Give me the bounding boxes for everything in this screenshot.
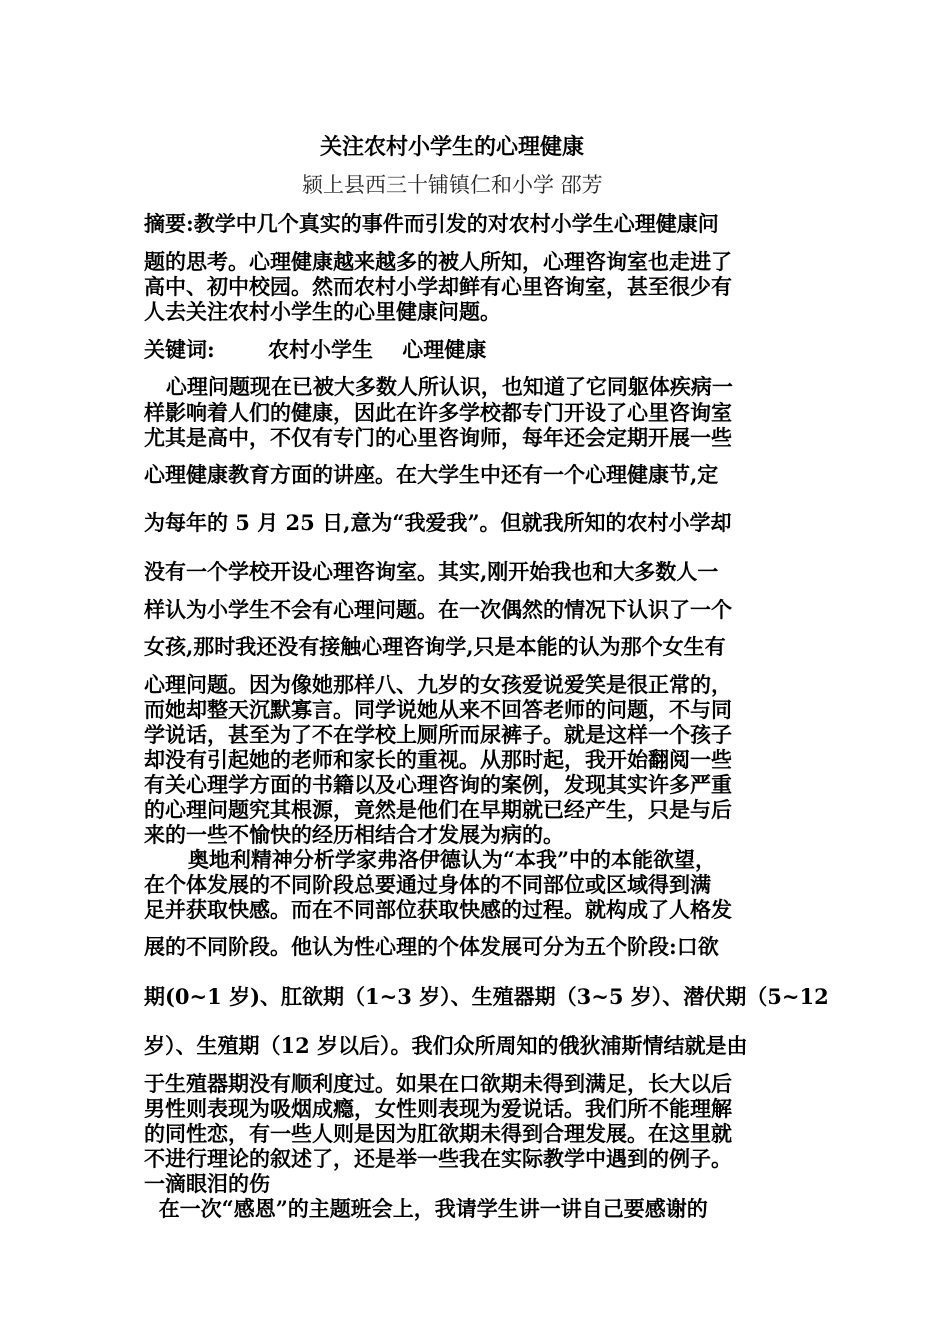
keywords-label: 关键词: — [144, 337, 215, 362]
body-line: 的心理问题究其根源，竟然是他们在早期就已经产生，只是与后 — [144, 797, 732, 822]
body-line: 心理问题现在已被大多数人所认识，也知道了它同躯体疾病一 — [144, 374, 733, 399]
body-line: 不进行理论的叙述了，还是举一些我在实际教学中遇到的例子。 — [144, 1146, 732, 1171]
abstract-line: 人去关注农村小学生的心里健康问题。 — [144, 299, 501, 324]
body-line: 岁）、生殖期（12 岁以后）。我们众所周知的俄狄浦斯情结就是由 — [144, 1033, 748, 1058]
body-line: 没有一个学校开设心理咨询室。其实,刚开始我也和大多数人一 — [144, 559, 719, 584]
body-line: 来的一些不愉快的经历相结合才发展为病的。 — [144, 822, 564, 847]
keywords-value: 农村小学生 心理健康 — [268, 337, 487, 362]
body-line: 而她却整天沉默寡言。同学说她从来不回答老师的问题，不与同 — [144, 697, 732, 722]
abstract-line: 摘要:教学中几个真实的事件而引发的对农村小学生心理健康问 — [144, 211, 719, 236]
body-line: 在个体发展的不同阶段总要通过身体的不同部位或区域得到满 — [144, 872, 711, 897]
body-line: 于生殖器期没有顺利度过。如果在口欲期未得到满足，长大以后 — [144, 1071, 732, 1096]
body-line: 有关心理学方面的书籍以及心理咨询的案例，发现其实许多严重 — [144, 772, 732, 797]
abstract-line: 高中、初中校园。然而农村小学却鲜有心里咨询室，甚至很少有 — [144, 274, 732, 299]
body-line: 心理健康教育方面的讲座。在大学生中还有一个心理健康节,定 — [144, 462, 719, 487]
abstract-line: 题的思考。心理健康越来越多的被人所知，心理咨询室也走进了 — [144, 249, 732, 274]
body-line: 男性则表现为吸烟成瘾，女性则表现为爱说话。我们所不能理解 — [144, 1096, 732, 1121]
body-line: 奥地利精神分析学家弗洛伊德认为“本我”中的本能欲望， — [144, 847, 717, 872]
body-line: 在一次“感恩”的主题班会上，我请学生讲一讲自己要感谢的 — [144, 1196, 708, 1221]
body-line: 学说话，甚至为了不在学校上厕所而尿裤子。就是这样一个孩子 — [144, 722, 732, 747]
body-line: 足并获取快感。而在不同部位获取快感的过程。就构成了人格发 — [144, 897, 732, 922]
body-line: 期(0~1 岁)、肛欲期（1~3 岁）、生殖器期（3~5 岁）、潜伏期（5~12 — [144, 984, 829, 1009]
document-title: 关注农村小学生的心理健康 — [320, 134, 585, 160]
section-heading: 一滴眼泪的伤 — [144, 1171, 270, 1196]
body-line: 样认为小学生不会有心理问题。在一次偶然的情况下认识了一个 — [144, 597, 732, 622]
author-line: 颍上县西三十铺镇仁和小学 邵芳 — [302, 173, 603, 197]
body-line: 展的不同阶段。他认为性心理的个体发展可分为五个阶段:口欲 — [144, 934, 719, 959]
body-line: 却没有引起她的老师和家长的重视。从那时起，我开始翻阅一些 — [144, 747, 732, 772]
body-line: 女孩,那时我还没有接触心理咨询学,只是本能的认为那个女生有 — [144, 634, 726, 659]
body-line: 心理问题。因为像她那样八、九岁的女孩爱说爱笑是很正常的， — [144, 672, 732, 697]
body-line: 为每年的 5 月 25 日,意为“我爱我”。但就我所知的农村小学却 — [144, 510, 732, 535]
body-line: 样影响着人们的健康，因此在许多学校都专门开设了心里咨询室 — [144, 400, 732, 425]
body-line: 尤其是高中，不仅有专门的心里咨询师，每年还会定期开展一些 — [144, 425, 732, 450]
body-line: 的同性恋，有一些人则是因为肛欲期未得到合理发展。在这里就 — [144, 1121, 732, 1146]
